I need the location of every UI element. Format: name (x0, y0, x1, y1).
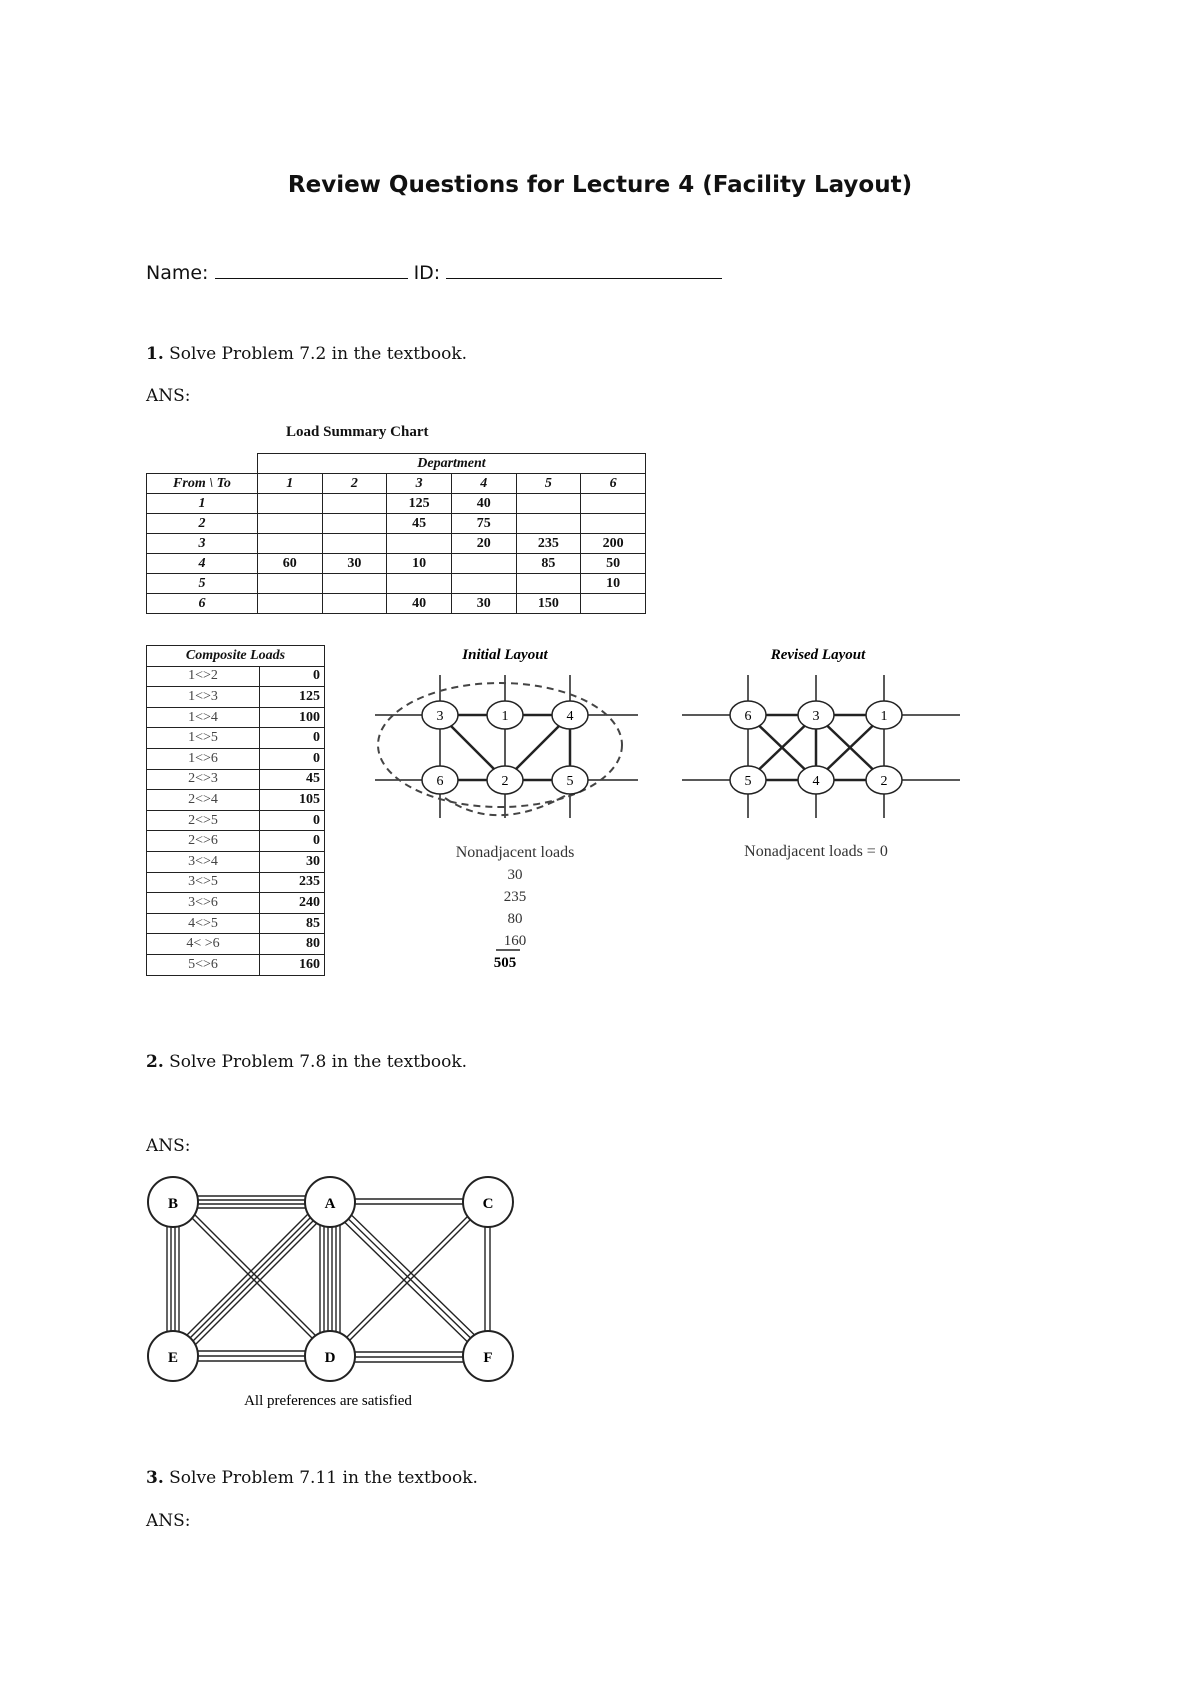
relationship-node (148, 1177, 198, 1227)
table-row (147, 534, 646, 554)
revised-layout-diagram (680, 640, 965, 870)
table-row (147, 554, 646, 574)
pair-cell: 3<>5 (147, 872, 260, 893)
table-cell: 20 (451, 534, 516, 554)
id-field[interactable] (446, 260, 722, 279)
table-row (147, 574, 646, 594)
value-cell: 105 (260, 790, 325, 811)
value-cell: 235 (260, 872, 325, 893)
table-cell (322, 494, 387, 514)
row-header: 1 (147, 494, 258, 514)
question-number: 2. (146, 1052, 164, 1072)
table-row (147, 954, 325, 975)
nonadjacent-value: 30 (507, 867, 523, 883)
table-row (147, 851, 325, 872)
question-2 (146, 1052, 467, 1072)
table-row (147, 707, 325, 728)
department-node (798, 701, 834, 729)
col-header: 5 (516, 474, 581, 494)
nonadjacent-label: Nonadjacent loads = 0 (744, 843, 888, 860)
nonadjacent-label: Nonadjacent loads (455, 844, 575, 861)
question-3 (146, 1468, 478, 1488)
nonadjacent-total: 505 (493, 955, 517, 971)
department-node (422, 766, 458, 794)
table-cell: 235 (516, 534, 581, 554)
table-row (147, 790, 325, 811)
from-to-header: From \ To (147, 474, 258, 494)
nonadjacent-value: 80 (507, 911, 523, 927)
col-header: 3 (387, 474, 452, 494)
svg-text:5: 5 (566, 774, 574, 789)
col-header: 6 (581, 474, 646, 494)
table-cell (322, 594, 387, 614)
table-cell: 200 (581, 534, 646, 554)
svg-text:E: E (167, 1350, 179, 1366)
table-cell (322, 514, 387, 534)
table-cell: 30 (451, 594, 516, 614)
relationship-diagram (140, 1170, 520, 1415)
table-cell (451, 554, 516, 574)
question-number: 1. (146, 344, 164, 364)
department-node (552, 701, 588, 729)
col-header: 4 (451, 474, 516, 494)
name-id-line (146, 260, 722, 284)
pair-cell: 3<>6 (147, 893, 260, 914)
department-node (552, 766, 588, 794)
svg-text:2: 2 (880, 774, 888, 789)
pair-cell: 5<>6 (147, 954, 260, 975)
department-node (798, 766, 834, 794)
table-row (147, 514, 646, 534)
svg-text:4: 4 (812, 774, 820, 789)
svg-text:A: A (324, 1196, 336, 1212)
value-cell: 0 (260, 831, 325, 852)
value-cell: 0 (260, 810, 325, 831)
table-row (147, 934, 325, 955)
nonadjacent-value: 160 (503, 933, 527, 949)
name-label: Name: (146, 262, 209, 284)
department-node (866, 766, 902, 794)
table-cell: 30 (322, 554, 387, 574)
question-1 (146, 344, 467, 364)
relationship-node (305, 1331, 355, 1381)
relationship-node (463, 1177, 513, 1227)
table-row (147, 494, 646, 514)
table-cell (581, 594, 646, 614)
table-cell (387, 534, 452, 554)
answer-label: ANS: (146, 386, 191, 406)
col-header: 2 (322, 474, 387, 494)
table-row (147, 831, 325, 852)
table-row (147, 913, 325, 934)
table-cell: 40 (451, 494, 516, 514)
pair-cell: 1<>3 (147, 687, 260, 708)
svg-text:1: 1 (501, 709, 509, 724)
table-cell (581, 494, 646, 514)
table-cell: 75 (451, 514, 516, 534)
pair-cell: 2<>6 (147, 831, 260, 852)
table-cell: 125 (387, 494, 452, 514)
svg-text:4: 4 (566, 709, 574, 724)
row-header: 2 (147, 514, 258, 534)
table-row (147, 872, 325, 893)
row-header: 6 (147, 594, 258, 614)
svg-text:3: 3 (436, 709, 444, 724)
table-cell (581, 514, 646, 534)
table-row (147, 748, 325, 769)
col-header: 1 (257, 474, 322, 494)
table-cell: 60 (257, 554, 322, 574)
value-cell: 240 (260, 893, 325, 914)
table-cell: 50 (581, 554, 646, 574)
composite-header: Composite Loads (147, 646, 325, 667)
value-cell: 160 (260, 954, 325, 975)
nonadjacent-value: 235 (503, 889, 527, 905)
pair-cell: 1<>2 (147, 666, 260, 687)
table-cell (257, 494, 322, 514)
table-cell: 45 (387, 514, 452, 534)
department-node (487, 766, 523, 794)
page-title: Review Questions for Lecture 4 (Facility Layout) (287, 172, 913, 198)
svg-text:F: F (483, 1350, 493, 1366)
value-cell: 125 (260, 687, 325, 708)
department-node (730, 701, 766, 729)
pair-cell: 1<>4 (147, 707, 260, 728)
department-node (422, 701, 458, 729)
row-header: 3 (147, 534, 258, 554)
table-cell (257, 514, 322, 534)
table-row (147, 769, 325, 790)
table-row (147, 594, 646, 614)
value-cell: 100 (260, 707, 325, 728)
svg-text:D: D (324, 1350, 336, 1366)
svg-text:2: 2 (501, 774, 509, 789)
svg-text:5: 5 (744, 774, 752, 789)
table-row (147, 687, 325, 708)
diagram-caption: All preferences are satisfied (244, 1393, 412, 1409)
table-row (147, 810, 325, 831)
pair-cell: 4<>5 (147, 913, 260, 934)
pair-cell: 4< >6 (147, 934, 260, 955)
table-cell (516, 494, 581, 514)
question-number: 3. (146, 1468, 164, 1488)
pair-cell: 1<>6 (147, 748, 260, 769)
table-cell (387, 574, 452, 594)
composite-loads-table (146, 645, 325, 976)
table-cell (257, 594, 322, 614)
answer-label: ANS: (146, 1136, 191, 1156)
revised-layout-caption: Revised Layout (770, 647, 866, 663)
department-node (487, 701, 523, 729)
value-cell: 0 (260, 728, 325, 749)
pair-cell: 2<>3 (147, 769, 260, 790)
table-cell: 40 (387, 594, 452, 614)
name-field[interactable] (215, 260, 408, 279)
question-text: Solve Problem 7.2 in the textbook. (169, 344, 468, 364)
load-summary-table (146, 453, 646, 614)
svg-text:C: C (482, 1196, 494, 1212)
table-row (147, 728, 325, 749)
department-header: Department (257, 454, 645, 474)
svg-text:6: 6 (744, 709, 752, 724)
value-cell: 45 (260, 769, 325, 790)
relationship-node (148, 1331, 198, 1381)
initial-layout-caption: Initial Layout (462, 647, 548, 663)
table-cell (516, 574, 581, 594)
department-node (730, 766, 766, 794)
row-header: 4 (147, 554, 258, 574)
table-cell: 150 (516, 594, 581, 614)
answer-label: ANS: (146, 1511, 191, 1531)
value-cell: 0 (260, 666, 325, 687)
table-cell (257, 534, 322, 554)
table-cell (322, 534, 387, 554)
table-cell (516, 514, 581, 534)
pair-cell: 2<>5 (147, 810, 260, 831)
svg-text:1: 1 (880, 709, 888, 724)
value-cell: 80 (260, 934, 325, 955)
pair-cell: 2<>4 (147, 790, 260, 811)
relationship-node (305, 1177, 355, 1227)
table-row (147, 666, 325, 687)
department-node (866, 701, 902, 729)
table-cell: 10 (581, 574, 646, 594)
svg-text:6: 6 (436, 774, 444, 789)
pair-cell: 3<>4 (147, 851, 260, 872)
table-cell: 85 (516, 554, 581, 574)
question-text: Solve Problem 7.11 in the textbook. (169, 1468, 478, 1488)
value-cell: 30 (260, 851, 325, 872)
table-row (147, 893, 325, 914)
load-chart-caption: Load Summary Chart (286, 424, 429, 440)
table-cell: 10 (387, 554, 452, 574)
pair-cell: 1<>5 (147, 728, 260, 749)
question-text: Solve Problem 7.8 in the textbook. (169, 1052, 468, 1072)
svg-text:3: 3 (812, 709, 820, 724)
table-cell (451, 574, 516, 594)
value-cell: 0 (260, 748, 325, 769)
table-cell (257, 574, 322, 594)
relationship-node (463, 1331, 513, 1381)
table-cell (322, 574, 387, 594)
initial-layout-diagram (370, 640, 650, 980)
value-cell: 85 (260, 913, 325, 934)
svg-text:B: B (167, 1196, 179, 1212)
row-header: 5 (147, 574, 258, 594)
id-label: ID: (413, 262, 441, 284)
